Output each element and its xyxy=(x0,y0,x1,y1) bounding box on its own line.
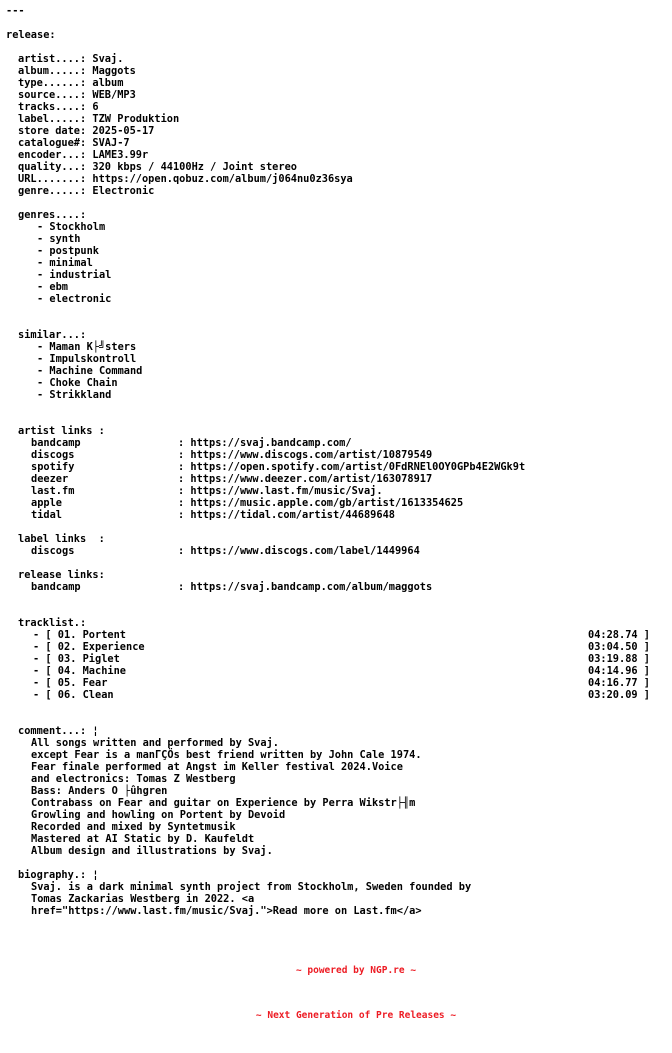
track-number: 02. xyxy=(57,641,77,653)
bullet: - xyxy=(37,341,44,353)
blank-line xyxy=(6,413,672,425)
field-value: LAME3.99r xyxy=(92,149,149,161)
similar-item xyxy=(6,365,672,377)
artist-link-row xyxy=(6,485,672,497)
track-title: Portent xyxy=(82,629,126,641)
release-field-row xyxy=(6,125,672,137)
comment-line: except Fear is a manΓÇÖs best friend written by John Cale 1974. xyxy=(31,749,422,761)
artist-link-row xyxy=(6,437,672,449)
bullet: - xyxy=(37,365,44,377)
field-value: WEB/MP3 xyxy=(92,89,136,101)
field-key: catalogue#: xyxy=(18,137,87,149)
bullet: - xyxy=(37,281,44,293)
field-key: store date: xyxy=(18,125,87,137)
biography-line: Svaj. is a dark minimal synth project from Stockholm, Sweden founded by xyxy=(31,881,472,893)
field-value: 320 kbps / 44100Hz / Joint stereo xyxy=(92,161,297,173)
release-links-heading: release links: xyxy=(18,569,105,581)
track-title: Clean xyxy=(82,689,114,701)
similar-item xyxy=(6,377,672,389)
track-left xyxy=(33,653,120,665)
track-bullet: - [ xyxy=(33,665,52,677)
genre-label: synth xyxy=(49,233,81,245)
track-left xyxy=(33,629,126,641)
blank-line xyxy=(6,41,672,53)
tracklist-heading: tracklist.: xyxy=(18,617,87,629)
blank-line xyxy=(6,317,672,329)
bullet: - xyxy=(37,293,44,305)
release-field-row xyxy=(6,185,672,197)
link-key: bandcamp xyxy=(31,581,81,593)
link-url: https://www.last.fm/music/Svaj. xyxy=(190,485,383,497)
release-field-row xyxy=(6,113,672,125)
release-field-row xyxy=(6,65,672,77)
release-field-row xyxy=(6,161,672,173)
track-time: 03:19.88 xyxy=(588,653,638,665)
release-title: release: xyxy=(6,29,56,41)
blank-line xyxy=(6,701,672,713)
blank-line xyxy=(6,857,672,869)
track-bracket: ] xyxy=(643,677,650,689)
blank-line xyxy=(6,557,672,569)
field-value: Svaj. xyxy=(92,53,124,65)
link-separator: : xyxy=(178,437,185,449)
track-time: 03:04.50 xyxy=(588,641,638,653)
genre-item xyxy=(6,269,672,281)
track-row xyxy=(6,641,650,653)
genre-label: minimal xyxy=(49,257,93,269)
bullet: - xyxy=(37,233,44,245)
artist-link-row xyxy=(6,473,672,485)
link-url: https://www.deezer.com/artist/163078917 xyxy=(190,473,433,485)
similar-heading: similar...: xyxy=(18,329,87,341)
genre-item xyxy=(6,281,672,293)
link-separator: : xyxy=(178,485,185,497)
comment-line: Mastered at AI Static by D. Kaufeldt xyxy=(31,833,255,845)
link-separator: : xyxy=(178,449,185,461)
field-key: album.....: xyxy=(18,65,87,77)
track-left xyxy=(33,677,107,689)
genre-label: Stockholm xyxy=(49,221,106,233)
track-bracket: ] xyxy=(643,653,650,665)
biography-line: Tomas Zackarias Westberg in 2022. <a xyxy=(31,893,255,905)
link-url: https://svaj.bandcamp.com/ xyxy=(190,437,352,449)
link-url: https://www.discogs.com/label/1449964 xyxy=(190,545,420,557)
yaml-divider: --- xyxy=(6,5,25,17)
field-value: 2025-05-17 xyxy=(92,125,155,137)
field-key: tracks....: xyxy=(18,101,87,113)
release-field-row xyxy=(6,149,672,161)
release-field-row xyxy=(6,173,672,185)
footer-tagline: ~ Next Generation of Pre Releases ~ xyxy=(255,1010,457,1021)
comment-line: Fear finale performed at Angst im Keller festival 2024.Voice xyxy=(31,761,403,773)
comment-line: Contrabass on Fear and guitar on Experience by Perra Wikstr├╢m xyxy=(31,797,416,809)
bullet: - xyxy=(37,269,44,281)
link-separator: : xyxy=(178,509,185,521)
footer xyxy=(6,933,656,1053)
blank-line xyxy=(6,305,672,317)
field-key: encoder...: xyxy=(18,149,87,161)
field-key: artist....: xyxy=(18,53,87,65)
field-key: type......: xyxy=(18,77,87,89)
track-bracket: ] xyxy=(643,689,650,701)
similar-item xyxy=(6,389,672,401)
track-time: 04:16.77 xyxy=(588,677,638,689)
field-value: album xyxy=(92,77,124,89)
track-number: 06. xyxy=(57,689,77,701)
link-url: https://svaj.bandcamp.com/album/maggots xyxy=(190,581,433,593)
track-right xyxy=(588,689,650,701)
track-right xyxy=(588,653,650,665)
track-right xyxy=(588,629,650,641)
genre-label: electronic xyxy=(49,293,112,305)
comment-heading xyxy=(6,725,672,737)
comment-line: Recorded and mixed by Syntetmusik xyxy=(31,821,236,833)
link-url: https://open.spotify.com/artist/0FdRNEl0OY0GPb4E2WGk9t xyxy=(190,461,526,473)
comment-line: Bass: Anders O ├ûhgren xyxy=(31,785,168,797)
artist-link-row xyxy=(6,497,672,509)
field-value: https://open.qobuz.com/album/j064nu0z36sya xyxy=(92,173,353,185)
bullet: - xyxy=(37,257,44,269)
field-value: Maggots xyxy=(92,65,136,77)
link-key: discogs xyxy=(31,545,75,557)
yaml-pipe: ¦ xyxy=(92,725,99,737)
link-key: discogs xyxy=(31,449,75,461)
comment-line: Album design and illustrations by Svaj. xyxy=(31,845,273,857)
track-row xyxy=(6,653,650,665)
blank-line xyxy=(6,713,672,725)
track-number: 01. xyxy=(57,629,77,641)
field-value: SVAJ-7 xyxy=(92,137,130,149)
genre-label: postpunk xyxy=(49,245,99,257)
track-bullet: - [ xyxy=(33,689,52,701)
bullet: - xyxy=(37,245,44,257)
field-key: quality...: xyxy=(18,161,87,173)
similar-item xyxy=(6,341,672,353)
track-number: 04. xyxy=(57,665,77,677)
blank-line xyxy=(6,401,672,413)
yaml-pipe: ¦ xyxy=(92,869,99,881)
label-link-row xyxy=(6,545,672,557)
field-value: Electronic xyxy=(92,185,155,197)
track-left xyxy=(33,665,126,677)
track-bullet: - [ xyxy=(33,677,52,689)
blank-line xyxy=(6,17,672,29)
track-bracket: ] xyxy=(643,665,650,677)
link-url: https://www.discogs.com/artist/10879549 xyxy=(190,449,433,461)
track-right xyxy=(588,665,650,677)
artist-links-heading: artist links : xyxy=(18,425,105,437)
link-key: apple xyxy=(31,497,62,509)
genre-item xyxy=(6,233,672,245)
track-bracket: ] xyxy=(643,641,650,653)
track-number: 05. xyxy=(57,677,77,689)
similar-item xyxy=(6,353,672,365)
track-bullet: - [ xyxy=(33,629,52,641)
blank-line xyxy=(6,197,672,209)
track-left xyxy=(33,641,145,653)
field-key: genre.....: xyxy=(18,185,87,197)
track-row xyxy=(6,677,650,689)
link-key: spotify xyxy=(31,461,75,473)
genre-label: ebm xyxy=(49,281,68,293)
track-title: Machine xyxy=(82,665,126,677)
label-links-heading: label links : xyxy=(18,533,105,545)
link-key: deezer xyxy=(31,473,69,485)
bullet: - xyxy=(37,221,44,233)
blank-line xyxy=(6,593,672,605)
track-row xyxy=(6,629,650,641)
blank-line xyxy=(6,605,672,617)
artist-link-row xyxy=(6,461,672,473)
link-separator: : xyxy=(178,497,185,509)
similar-artist: Impulskontroll xyxy=(49,353,137,365)
genres-heading: genres....: xyxy=(18,209,87,221)
biography-heading xyxy=(6,869,672,881)
release-field-row xyxy=(6,137,672,149)
genre-item xyxy=(6,245,672,257)
release-field-row xyxy=(6,77,672,89)
genre-item xyxy=(6,257,672,269)
genre-item xyxy=(6,221,672,233)
track-right xyxy=(588,677,650,689)
track-row xyxy=(6,665,650,677)
biography-label: biography.: xyxy=(18,869,87,881)
track-time: 04:14.96 xyxy=(588,665,638,677)
track-bracket: ] xyxy=(643,629,650,641)
track-title: Piglet xyxy=(82,653,120,665)
comment-line: All songs written and performed by Svaj. xyxy=(31,737,279,749)
field-value: 6 xyxy=(92,101,99,113)
track-bullet: - [ xyxy=(33,653,52,665)
field-key: URL.......: xyxy=(18,173,87,185)
similar-artist: Maman K├╝sters xyxy=(49,341,137,353)
field-key: label.....: xyxy=(18,113,87,125)
link-url: https://tidal.com/artist/44689648 xyxy=(190,509,395,521)
field-value: TZW Produktion xyxy=(92,113,180,125)
comment-line: Growling and howling on Portent by Devoid xyxy=(31,809,286,821)
release-link-row xyxy=(6,581,672,593)
track-bullet: - [ xyxy=(33,641,52,653)
genre-item xyxy=(6,293,672,305)
artist-link-row xyxy=(6,449,672,461)
artist-link-row xyxy=(6,509,672,521)
link-key: last.fm xyxy=(31,485,75,497)
bullet: - xyxy=(37,377,44,389)
field-key: source....: xyxy=(18,89,87,101)
track-title: Experience xyxy=(82,641,145,653)
biography-line: href="https://www.last.fm/music/Svaj.">Read more on Last.fm</a> xyxy=(31,905,422,917)
track-row xyxy=(6,689,650,701)
link-key: bandcamp xyxy=(31,437,81,449)
release-field-row xyxy=(6,101,672,113)
similar-artist: Choke Chain xyxy=(49,377,118,389)
bullet: - xyxy=(37,389,44,401)
blank-line xyxy=(6,521,672,533)
link-separator: : xyxy=(178,545,185,557)
track-left xyxy=(33,689,114,701)
comment-line: and electronics: Tomas Z Westberg xyxy=(31,773,236,785)
release-field-row xyxy=(6,53,672,65)
track-time: 04:28.74 xyxy=(588,629,638,641)
bullet: - xyxy=(37,353,44,365)
track-title: Fear xyxy=(82,677,108,689)
genre-label: industrial xyxy=(49,269,112,281)
link-key: tidal xyxy=(31,509,62,521)
track-time: 03:20.09 xyxy=(588,689,638,701)
link-separator: : xyxy=(178,473,185,485)
similar-artist: Strikkland xyxy=(49,389,112,401)
track-number: 03. xyxy=(57,653,77,665)
release-field-row xyxy=(6,89,672,101)
footer-powered-by: ~ powered by NGP.re ~ xyxy=(295,965,417,976)
track-right xyxy=(588,641,650,653)
similar-artist: Machine Command xyxy=(49,365,143,377)
link-separator: : xyxy=(178,461,185,473)
link-separator: : xyxy=(178,581,185,593)
link-url: https://music.apple.com/gb/artist/1613354625 xyxy=(190,497,464,509)
comment-label: comment...: xyxy=(18,725,87,737)
